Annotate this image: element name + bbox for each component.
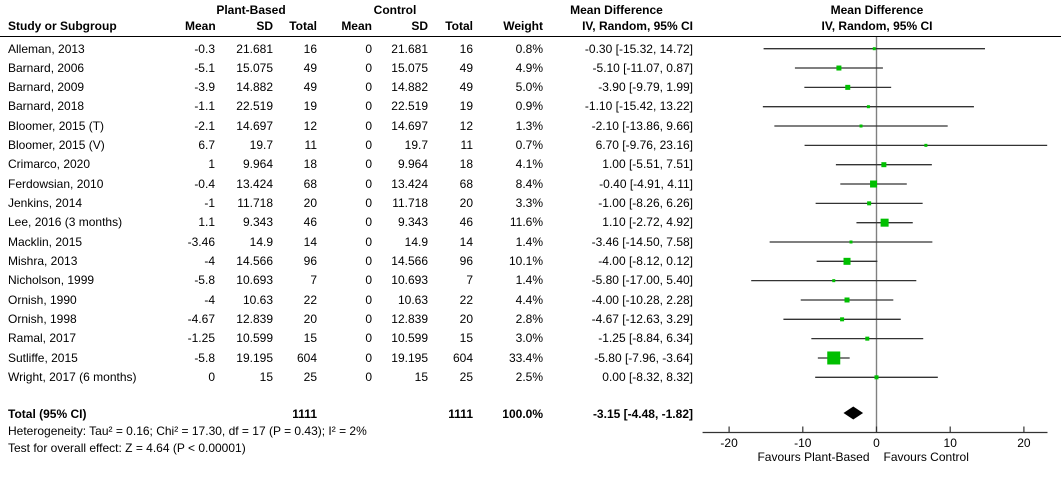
control-mean: 0 [365,254,372,269]
axis-tick-label: 20 [1017,436,1031,450]
plant-mean: -3.9 [194,80,215,95]
control-total: 49 [459,80,473,95]
study-label: Sutliffe, 2015 [8,350,78,365]
plant-sd: 21.681 [236,41,273,56]
plant-total: 68 [303,176,317,191]
weight: 10.1% [508,254,543,269]
control-sd: 12.839 [391,312,428,327]
plant-sd: 10.693 [236,273,273,288]
effect-square [836,66,841,71]
control-total: 14 [459,234,473,249]
plant-mean: -5.1 [194,60,215,75]
plant-mean: -2.1 [194,118,215,133]
plant-sd: 14.566 [236,254,273,269]
control-sd: 15 [414,370,428,385]
weight: 11.6% [509,215,543,230]
plant-mean: -4.67 [187,312,215,327]
control-sd: 22.519 [391,99,428,114]
plant-total: 14 [303,234,317,249]
effect-square [867,201,871,205]
plant-total: 11 [304,138,317,153]
control-sd: 14.566 [391,254,428,269]
md-ci-text: -0.30 [-15.32, 14.72] [584,41,693,56]
plant-mean: -3.46 [187,234,215,249]
md-ci-text: -5.80 [-7.96, -3.64] [594,350,693,365]
column-header-weight: Weight [503,18,543,33]
favours-left-label: Favours Plant-Based [757,450,870,464]
control-total: 19 [459,99,473,114]
favours-right-label: Favours Control [883,450,969,464]
md-ci-text: -4.00 [-10.28, 2.28] [591,292,693,307]
plant-total: 46 [303,215,317,230]
axis-tick-label: 10 [943,436,957,450]
md-ci-text: -0.40 [-4.91, 4.11] [599,176,693,191]
control-mean: 0 [365,176,372,191]
control-mean: 0 [365,138,372,153]
weight: 4.4% [515,292,543,307]
plant-sd: 12.839 [236,312,273,327]
control-total: 49 [459,60,473,75]
plant-total: 96 [303,254,317,269]
control-mean: 0 [365,292,372,307]
study-label: Macklin, 2015 [8,234,83,249]
heterogeneity-note: Heterogeneity: Tau² = 0.16; Chi² = 17.30, df = 17 (P = 0.43); I² = 2% [8,424,367,438]
study-label: Mishra, 2013 [8,254,78,269]
control-total: 22 [459,292,473,307]
plant-sd: 10.63 [242,292,273,307]
md-ci-text: -5.10 [-11.07, 0.87] [592,60,693,75]
plant-mean: 6.7 [198,138,215,153]
plant-sd: 19.195 [236,350,273,365]
weight: 3.0% [515,331,543,346]
study-label: Nicholson, 1999 [8,273,95,288]
md-ci-text: -1.00 [-8.26, 6.26] [598,196,693,211]
control-total: 25 [459,370,473,385]
effect-square [873,47,876,50]
md-ci-text: -4.00 [-8.12, 0.12] [598,254,693,269]
plant-sd: 13.424 [236,176,273,191]
effect-square [924,144,927,147]
weight: 5.0% [515,80,543,95]
control-mean: 0 [365,370,372,385]
study-label: Barnard, 2018 [8,99,85,114]
control-sd: 14.9 [404,234,428,249]
study-label: Jenkins, 2014 [8,196,83,211]
effect-square [860,125,863,128]
study-label: Lee, 2016 (3 months) [8,215,123,230]
plant-mean: -0.4 [194,176,215,191]
md-ci-text: 6.70 [-9.76, 23.16] [595,138,693,153]
axis-tick-label: -10 [794,436,812,450]
control-sd: 10.599 [391,331,428,346]
plant-total: 16 [303,41,317,56]
effect-square [845,85,850,90]
effect-square [845,297,850,302]
weight: 0.9% [515,99,543,114]
control-total: 15 [459,331,473,346]
study-label: Barnard, 2009 [8,80,85,95]
control-total: 96 [459,254,473,269]
plant-mean: -1 [204,196,215,211]
control-mean: 0 [365,99,372,114]
plant-sd: 9.343 [242,215,273,230]
plant-total: 7 [310,273,317,288]
control-sd: 10.693 [391,273,428,288]
group-header-plant-based: Plant-Based [216,3,286,17]
weight: 0.8% [515,41,543,56]
plant-mean: -5.8 [194,273,215,288]
plant-mean: 1 [208,157,215,172]
column-header-control-mean: Mean [341,18,372,33]
total-label: Total (95% CI) [8,406,87,421]
study-label: Ornish, 1990 [8,292,77,307]
study-label: Bloomer, 2015 (V) [8,138,105,153]
plant-sd: 22.519 [236,99,273,114]
plant-total: 20 [303,196,317,211]
control-total: 12 [459,118,473,133]
effect-square [840,317,844,321]
control-sd: 14.697 [391,118,428,133]
control-total: 7 [466,273,473,288]
md-ci-text: -2.10 [-13.86, 9.66] [591,118,693,133]
total-md-ci: -3.15 [-4.48, -1.82] [592,406,693,421]
plant-sd: 9.964 [242,157,273,172]
study-label: Ramal, 2017 [8,331,77,346]
plant-total: 15 [303,331,317,346]
study-label: Ornish, 1998 [8,312,77,327]
plant-sd: 15 [259,370,273,385]
control-total: 16 [459,41,473,56]
plant-sd: 14.9 [249,234,273,249]
weight: 33.4% [508,350,543,365]
control-sd: 9.964 [397,157,428,172]
md-ci-text: -3.90 [-9.79, 1.99] [598,80,693,95]
plant-sd: 14.697 [236,118,273,133]
total-weight: 100.0% [502,406,543,421]
plant-sd: 10.599 [236,331,273,346]
effect-square [875,375,879,379]
weight: 2.5% [515,370,543,385]
control-sd: 14.882 [391,80,428,95]
axis-tick-label: -20 [720,436,738,450]
plant-total: 49 [303,80,317,95]
column-header-ci-plot: IV, Random, 95% CI [821,19,933,33]
total-control-n: 1111 [448,406,473,421]
total-plant-n: 1111 [292,406,317,421]
effect-square [832,279,835,282]
plant-sd: 19.7 [249,138,273,153]
control-sd: 19.7 [404,138,428,153]
weight: 3.3% [515,196,543,211]
plant-mean: -0.3 [194,41,215,56]
control-total: 18 [459,157,473,172]
control-mean: 0 [365,60,372,75]
md-ci-text: 1.10 [-2.72, 4.92] [602,215,693,230]
plant-sd: 14.882 [236,80,273,95]
effect-square [867,105,870,108]
weight: 2.8% [515,312,543,327]
control-mean: 0 [365,41,372,56]
control-mean: 0 [365,331,372,346]
column-header-plant-total: Total [289,18,317,33]
overall-effect-note: Test for overall effect: Z = 4.64 (P < 0.00001) [8,441,246,455]
control-mean: 0 [365,118,372,133]
control-sd: 19.195 [391,350,428,365]
column-header-plant-mean: Mean [185,18,216,33]
control-mean: 0 [365,215,372,230]
weight: 4.9% [515,60,543,75]
weight: 1.3% [515,118,543,133]
plant-mean: 0 [208,370,215,385]
study-label: Barnard, 2006 [8,60,85,75]
group-header-control: Control [373,3,417,17]
column-header-ci-text: IV, Random, 95% CI [582,18,693,33]
plant-mean: -4 [204,254,215,269]
effect-square [870,181,877,188]
control-sd: 13.424 [391,176,428,191]
effect-square [881,219,889,227]
control-sd: 9.343 [397,215,428,230]
plant-mean: 1.1 [198,215,215,230]
effect-square [881,162,886,167]
group-header-mean-difference-text: Mean Difference [570,3,663,17]
md-ci-text: -4.67 [-12.63, 3.29] [591,312,693,327]
plant-total: 604 [296,350,317,365]
axis-tick-label: 0 [873,436,880,450]
study-label: Alleman, 2013 [8,41,85,56]
control-mean: 0 [365,196,372,211]
control-total: 604 [452,350,473,365]
effect-square [844,258,851,265]
weight: 0.7% [515,138,543,153]
effect-square [849,241,852,244]
md-ci-text: -1.10 [-15.42, 13.22] [584,99,693,114]
control-mean: 0 [365,273,372,288]
plant-sd: 11.718 [237,196,273,211]
plant-total: 22 [303,292,317,307]
control-mean: 0 [365,234,372,249]
plant-total: 19 [303,99,317,114]
study-label: Ferdowsian, 2010 [8,176,104,191]
control-total: 20 [459,312,473,327]
control-mean: 0 [365,157,372,172]
plant-total: 49 [303,60,317,75]
md-ci-text: -5.80 [-17.00, 5.40] [591,273,693,288]
weight: 1.4% [515,273,543,288]
md-ci-text: 0.00 [-8.32, 8.32] [602,370,693,385]
column-header-study: Study or Subgroup [8,18,117,33]
plant-mean: -1.25 [187,331,215,346]
control-sd: 11.718 [392,196,428,211]
md-ci-text: -1.25 [-8.84, 6.34] [598,331,693,346]
plant-total: 12 [303,118,317,133]
total-diamond [843,407,863,420]
control-mean: 0 [365,312,372,327]
effect-square [865,337,869,341]
control-total: 20 [459,196,473,211]
plant-total: 18 [303,157,317,172]
plant-mean: -4 [204,292,215,307]
plant-sd: 15.075 [236,60,273,75]
md-ci-text: 1.00 [-5.51, 7.51] [602,157,693,172]
weight: 4.1% [515,157,543,172]
control-total: 46 [459,215,473,230]
study-label: Wright, 2017 (6 months) [8,370,137,385]
control-sd: 15.075 [391,60,428,75]
column-header-control-sd: SD [411,18,428,33]
study-label: Crimarco, 2020 [8,157,91,172]
control-total: 68 [459,176,473,191]
control-mean: 0 [365,80,372,95]
weight: 1.4% [515,234,543,249]
plant-total: 25 [303,370,317,385]
weight: 8.4% [515,176,543,191]
control-sd: 21.681 [391,41,428,56]
column-header-plant-sd: SD [256,18,273,33]
group-header-mean-difference-plot: Mean Difference [830,3,924,17]
control-total: 11 [460,138,473,153]
md-ci-text: -3.46 [-14.50, 7.58] [591,234,693,249]
plant-mean: -1.1 [194,99,215,114]
control-sd: 10.63 [397,292,428,307]
plant-total: 20 [303,312,317,327]
column-header-control-total: Total [445,18,473,33]
study-label: Bloomer, 2015 (T) [8,118,105,133]
control-mean: 0 [365,350,372,365]
plant-mean: -5.8 [194,350,215,365]
effect-square [827,351,840,364]
